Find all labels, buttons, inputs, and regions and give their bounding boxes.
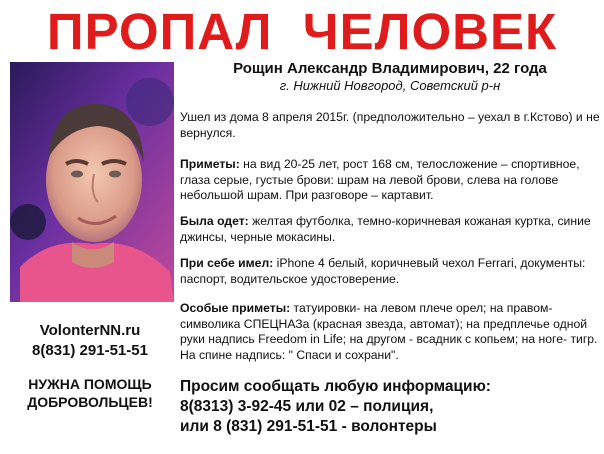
items-label: При себе имел: [180, 256, 274, 270]
volunteer-phone: 8(831) 291-51-51 [32, 342, 148, 359]
signs-label: Приметы: [180, 157, 240, 171]
signs-block [180, 157, 600, 204]
help-needed-text: НУЖНА ПОМОЩЬ ДОБРОВОЛЬЦЕВ! [27, 376, 153, 410]
special-signs-block [180, 301, 600, 363]
special-label: Особые приметы: [180, 301, 291, 315]
special-text: татуировки- на левом плече орел; на правом- символика СПЕЦНАЗа (красная звезда, автомат); на предплечье одной руки надпись Freedom in Life; на другом - всадник с копьем; на ноге- тигр. На спине надпись: " Спаси и сохрани". [180, 301, 598, 362]
items-block [180, 256, 600, 287]
appeal-line-3: или 8 (831) 291-51-51 - волонтеры [180, 418, 437, 435]
clothes-text: желтая футболка, темно-коричневая кожаная куртка, синие джинсы, черные мокасины. [180, 214, 591, 244]
clothes-block [180, 214, 600, 245]
missing-person-photo [10, 62, 174, 302]
appeal-line-2: 8(8313) 3-92-45 или 02 – полиция, [180, 398, 434, 415]
person-city: г. Нижний Новгород, Советский р-н [279, 78, 501, 93]
appeal-block [180, 377, 600, 437]
signs-text: на вид 20-25 лет, рост 168 см, телосложение – спортивное, глаза серые, густые брови: шрам на левой брови, слева на голове небольшой шрам. При разговоре – картавит. [180, 157, 580, 202]
person-name: Рощин Александр Владимирович, 22 года [233, 60, 547, 77]
portrait-image [10, 62, 174, 302]
volunteer-site: VolonterNN.ru [39, 322, 141, 339]
items-text: iPhone 4 белый, коричневый чехол Ferrari, документы: паспорт, водительское удостоверение. [180, 256, 586, 286]
appeal-line-1: Просим сообщать любую информацию: [180, 378, 491, 395]
headline: ПРОПАЛ ЧЕЛОВЕК [46, 3, 558, 60]
clothes-label: Была одет: [180, 214, 249, 228]
left-home-text: Ушел из дома 8 апреля 2015г. (предположительно – уехал в г.Кстово) и не вернулся. [180, 110, 600, 140]
